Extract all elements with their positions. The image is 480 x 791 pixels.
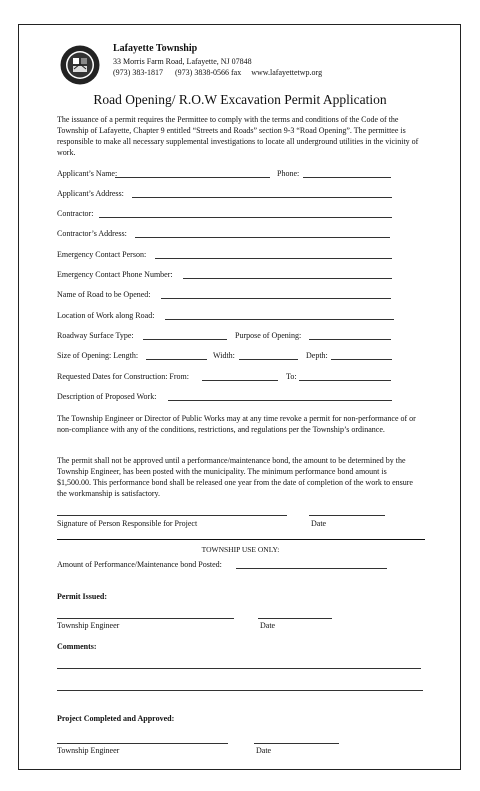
contractor-line[interactable] xyxy=(99,217,392,218)
width-label: Width: xyxy=(213,351,235,360)
section-divider xyxy=(57,539,425,540)
bond-posted-label: Amount of Performance/Maintenance bond Posted: xyxy=(57,560,222,569)
road-name-field[interactable] xyxy=(57,290,392,302)
applicant-address-label: Applicant’s Address: xyxy=(57,189,124,198)
purpose-label: Purpose of Opening: xyxy=(235,331,302,340)
engineer-label: Township Engineer xyxy=(57,621,120,630)
emergency-contact-line[interactable] xyxy=(155,258,392,259)
permit-issued-label: Permit Issued: xyxy=(57,592,107,601)
surface-type-label: Roadway Surface Type: xyxy=(57,331,134,340)
revoke-text: The Township Engineer or Director of Public Works may at any time revoke a permit for non-performance of or non-compliance with any of the conditions, restrictions, and regulations per the Township’s ordinance. xyxy=(57,414,416,434)
completed-engineer-line[interactable] xyxy=(57,743,228,744)
contractor-address-field[interactable] xyxy=(57,229,392,241)
comments-line-1[interactable] xyxy=(57,668,421,669)
intro-text: The issuance of a permit requires the Permittee to comply with the terms and conditions of the Code of the Township of Lafayette, Chapter 9 entitled “Streets and Roads” section 9-3 “Road Opening”. The permittee is responsible to make all necessary supplemental investigations to locate all underground utilities in the vicinity of work. xyxy=(57,115,419,157)
bond-posted-line[interactable] xyxy=(236,568,387,569)
engineer-signature-line[interactable] xyxy=(57,618,234,619)
intro-paragraph xyxy=(57,114,422,158)
page-title: Road Opening/ R.O.W Excavation Permit Application xyxy=(93,92,387,107)
bond-text: The permit shall not be approved until a performance/maintenance bond, the amount to be determined by the Township Engineer, has been posted with the municipality. The minimum performance bond amount is $1,500.00. This performance bond shall be released one year from the date of completion of the work to ensure the workmanship is satisfactory. xyxy=(57,456,413,498)
org-contact: (973) 383-1817 (973) 3838-0566 fax www.lafayettetwp.org xyxy=(113,68,323,77)
width-line[interactable] xyxy=(239,359,298,360)
phone-label: Phone: xyxy=(277,169,300,178)
signature-label: Signature of Person Responsible for Project xyxy=(57,519,198,528)
location-line[interactable] xyxy=(165,319,394,320)
applicant-address-line[interactable] xyxy=(132,197,392,198)
contractor-label: Contractor: xyxy=(57,209,94,218)
description-label: Description of Proposed Work: xyxy=(57,392,157,401)
township-use-header: TOWNSHIP USE ONLY: xyxy=(201,545,280,554)
revoke-paragraph xyxy=(57,413,422,435)
size-length-label: Size of Opening: Length: xyxy=(57,351,139,360)
phone-line[interactable] xyxy=(303,177,391,178)
contractor-field[interactable] xyxy=(57,209,392,221)
purpose-line[interactable] xyxy=(309,339,391,340)
applicant-name-line[interactable] xyxy=(115,177,270,178)
applicant-address-field[interactable] xyxy=(57,189,392,201)
description-field[interactable] xyxy=(57,392,392,404)
permit-date-label: Date xyxy=(260,621,276,630)
applicant-name-field[interactable] xyxy=(57,169,387,181)
township-seal-icon xyxy=(60,45,100,85)
location-label: Location of Work along Road: xyxy=(57,311,155,320)
road-name-label: Name of Road to be Opened: xyxy=(57,290,151,299)
completed-date-line[interactable] xyxy=(254,743,339,744)
signature-date-label: Date xyxy=(311,519,327,528)
comments-line-2[interactable] xyxy=(57,690,423,691)
location-field[interactable] xyxy=(57,311,394,323)
surface-type-line[interactable] xyxy=(143,339,227,340)
org-name: Lafayette Township xyxy=(113,43,198,54)
contractor-address-label: Contractor’s Address: xyxy=(57,229,127,238)
depth-label: Depth: xyxy=(306,351,328,360)
emergency-phone-line[interactable] xyxy=(183,278,392,279)
completed-date-label: Date xyxy=(256,746,272,755)
description-line[interactable] xyxy=(168,400,392,401)
dates-to-line[interactable] xyxy=(299,380,391,381)
emergency-contact-label: Emergency Contact Person: xyxy=(57,250,147,259)
signature-date-line[interactable] xyxy=(309,515,385,516)
org-address: 33 Morris Farm Road, Lafayette, NJ 07848 xyxy=(113,57,252,66)
signature-line[interactable] xyxy=(57,515,287,516)
emergency-phone-field[interactable] xyxy=(57,270,392,282)
dates-to-label: To: xyxy=(286,372,297,381)
dates-from-line[interactable] xyxy=(202,380,278,381)
road-name-line[interactable] xyxy=(161,298,391,299)
emergency-phone-label: Emergency Contact Phone Number: xyxy=(57,270,173,279)
completed-label: Project Completed and Approved: xyxy=(57,714,175,723)
bond-paragraph xyxy=(57,455,422,499)
contractor-address-line[interactable] xyxy=(135,237,390,238)
length-line[interactable] xyxy=(146,359,207,360)
permit-date-line[interactable] xyxy=(258,618,332,619)
depth-line[interactable] xyxy=(331,359,392,360)
applicant-name-label: Applicant’s Name: xyxy=(57,169,118,178)
comments-label: Comments: xyxy=(57,642,97,651)
emergency-contact-field[interactable] xyxy=(57,250,392,262)
dates-from-label: Requested Dates for Construction: From: xyxy=(57,372,189,381)
completed-engineer-label: Township Engineer xyxy=(57,746,120,755)
